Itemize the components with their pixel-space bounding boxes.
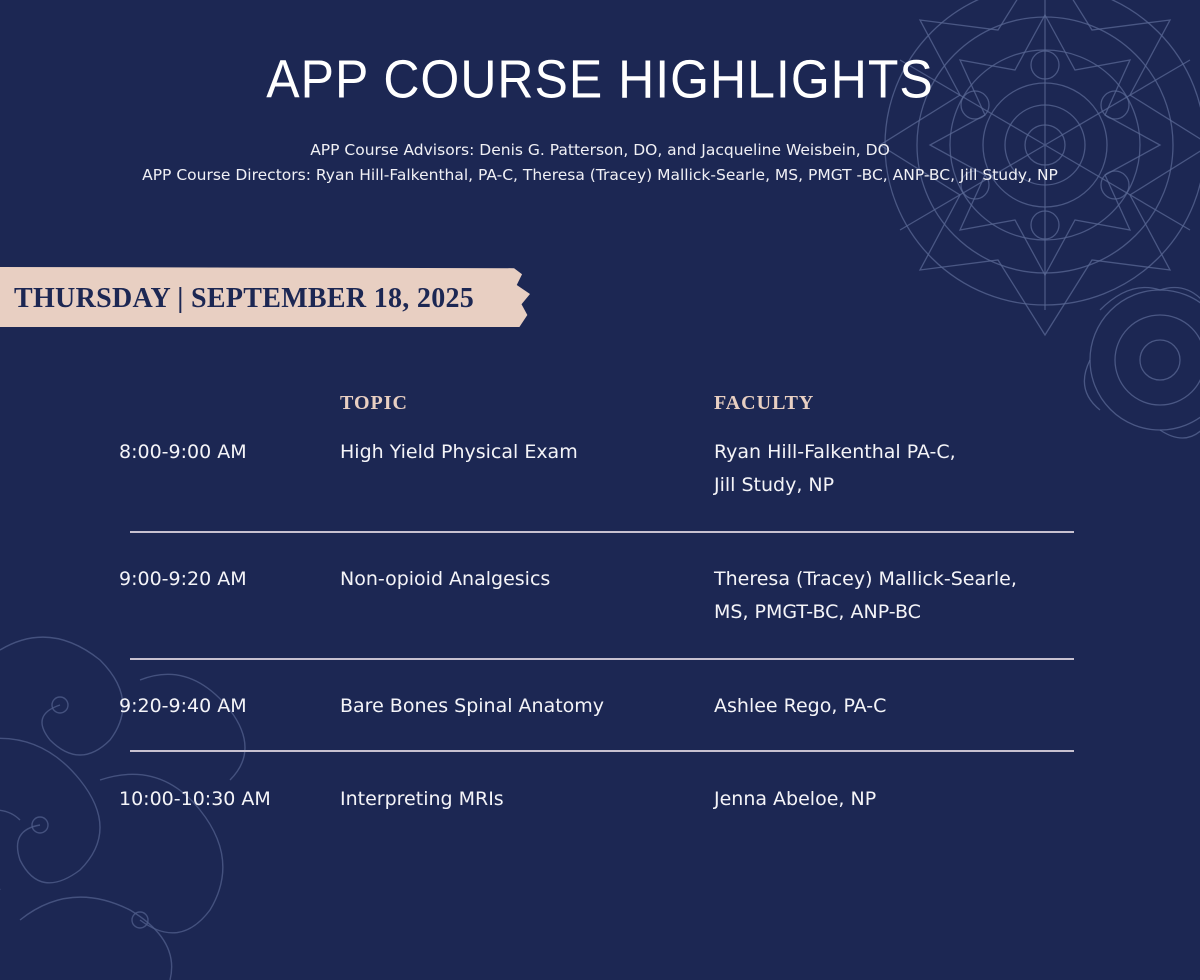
faculty-line: Ashlee Rego, PA-C (714, 695, 887, 717)
row-divider (130, 658, 1074, 660)
session-faculty (714, 563, 1017, 629)
session-topic: Bare Bones Spinal Anatomy (340, 695, 605, 717)
date-label: THURSDAY | SEPTEMBER 18, 2025 (14, 283, 475, 314)
session-faculty (714, 436, 956, 502)
session-time: 9:00-9:20 AM (119, 568, 247, 590)
faculty-line: Jenna Abeloe, NP (714, 788, 877, 810)
session-topic: High Yield Physical Exam (340, 441, 578, 463)
course-advisors: APP Course Advisors: Denis G. Patterson, DO, and Jacqueline Weisbein, DO (310, 141, 890, 159)
column-header-topic: TOPIC (340, 392, 408, 414)
session-time: 8:00-9:00 AM (119, 441, 247, 463)
row-divider (130, 531, 1074, 533)
faculty-line: Theresa (Tracey) Mallick-Searle, (714, 568, 1017, 590)
session-time: 10:00-10:30 AM (119, 788, 271, 810)
row-divider (130, 750, 1074, 752)
faculty-line: Jill Study, NP (714, 474, 835, 496)
course-directors: APP Course Directors: Ryan Hill-Falkenthal, PA-C, Theresa (Tracey) Mallick-Searle, MS, PMGT -BC, ANP-BC, Jill Study, NP (142, 166, 1058, 184)
session-faculty (714, 783, 876, 816)
faculty-line: Ryan Hill-Falkenthal PA-C, (714, 441, 956, 463)
session-time: 9:20-9:40 AM (119, 695, 247, 717)
session-topic: Non-opioid Analgesics (340, 568, 551, 590)
session-topic: Interpreting MRIs (340, 788, 504, 810)
faculty-line: MS, PMGT-BC, ANP-BC (714, 601, 921, 623)
session-faculty (714, 690, 886, 723)
column-header-faculty: FACULTY (714, 392, 815, 414)
page-title: APP COURSE HIGHLIGHTS (266, 48, 934, 110)
